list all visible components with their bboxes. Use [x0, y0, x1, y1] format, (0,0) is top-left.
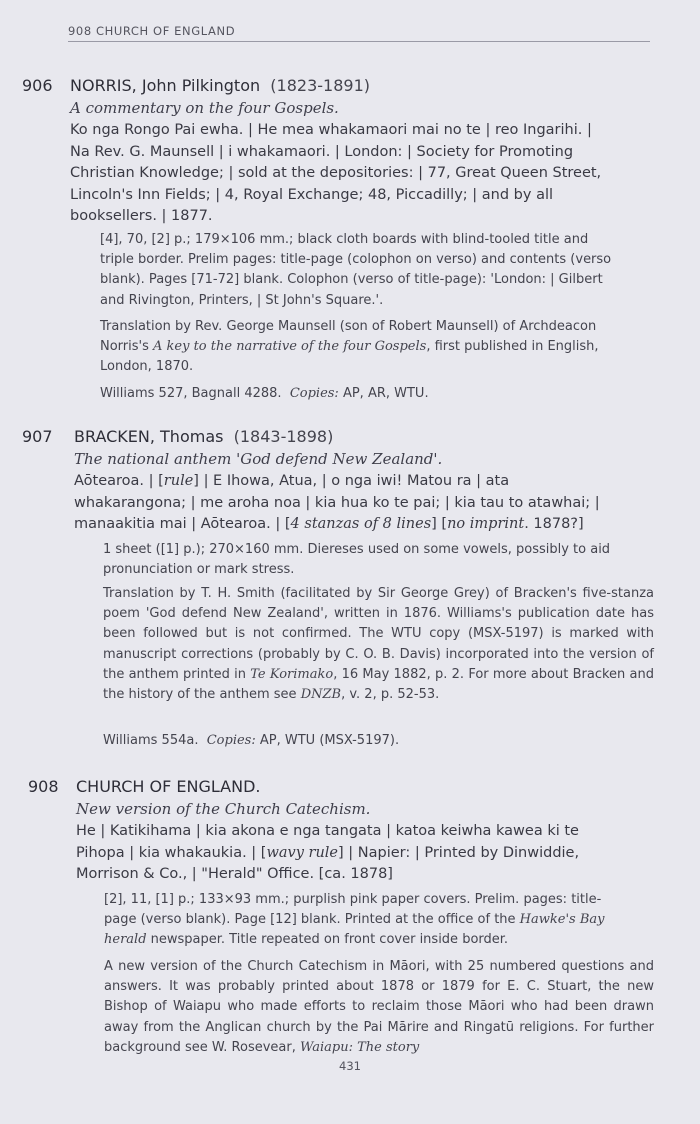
entry-number: 907	[22, 427, 53, 446]
entry-title: A commentary on the four Gospels.	[70, 99, 339, 117]
entry-heading: CHURCH OF ENGLAND.	[76, 777, 261, 796]
references: Williams 527, Bagnall 4288. Copies: AP, AR, WTU.	[100, 386, 429, 401]
author-dates: (1823-1891)	[270, 76, 370, 95]
running-head: 908 CHURCH OF ENGLAND	[68, 24, 650, 42]
author-dates: (1843-1898)	[233, 427, 334, 446]
title-transcription: Ko nga Rongo Pai ewha. | He mea whakamaori mai no te | reo Ingarihi. | Na Rev. G. Maunsell | i whakamaori. | London: | Society for Promoting Christian Knowledge; | sold at the depositories: | 77, Great Queen Street, Lincoln's Inn Fields; | 4, Royal Exchange; 48, Piccadilly; | and by all booksellers. | 1877.	[70, 122, 602, 225]
physical-description: 1 sheet ([1] p.); 270×160 mm. Diereses used on some vowels, possibly to aid pronunciation or mark stress.	[103, 542, 611, 578]
title-transcription: He | Katikihama | kia akona e nga tangata | katoa keiwha kawea ki te Pihopa | kia whakaukia. | [wavy rule] | Napier: | Printed by Dinwiddie, Morrison & Co., | "Herald" Office. [ca. 1878]	[76, 823, 580, 883]
title-transcription: Aōtearoa. | [rule] | E Ihowa, Atua, | o nga iwi! Matou ra | ata whakarangona; | me aroha noa | kia hua ko te pai; | kia tau to atawhai; | manaakitia mai | Aōtearoa. | [4 stanzas of 8 lines] [no imprint. 1878?]	[74, 473, 600, 533]
entry-heading	[74, 427, 333, 446]
author-name: NORRIS, John Pilkington	[70, 76, 261, 95]
entry-note: A new version of the Church Catechism in Māori, with 25 numbered questions and answers. It was probably printed about 1878 or 1879 for E. C. Stuart, the new Bishop of Waiapu who made efforts to reclaim those Māori who had been drawn away from the Anglican church by the Pai Mārire and Ringatū religions. For further background see W. Rosevear, Waiapu: The story	[104, 959, 654, 1055]
entry-title: The national anthem 'God defend New Zealand'.	[74, 450, 443, 468]
entry-heading	[70, 76, 370, 95]
page-number: 431	[339, 1059, 361, 1073]
entry-note: Translation by T. H. Smith (facilitated by Sir George Grey) of Bracken's five-stanza poem 'God defend New Zealand', written in 1876. Williams's publication date has been followed but is not confirmed. The WTU copy (MSX-5197) is marked with manuscript corrections (probably by C. O. B. Davis) incorporated into the version of the anthem printed in Te Korimako, 16 May 1882, p. 2. For more about Bracken and the history of the anthem see DNZB, v. 2, p. 52-53.	[103, 586, 654, 703]
entry-title: New version of the Church Catechism.	[76, 800, 371, 818]
entry-number: 906	[22, 76, 53, 95]
physical-description: [4], 70, [2] p.; 179×106 mm.; black cloth boards with blind-tooled title and triple border. Prelim pages: title-page (colophon on verso) and contents (verso blank). Pages [71-72] blank. Colophon (verso of title-page): 'London: | Gilbert and Rivington, Printers, | St John's Square.'.	[100, 232, 612, 308]
entry-number: 908	[28, 777, 59, 796]
author-name: BRACKEN, Thomas	[74, 427, 224, 446]
entry-note: Translation by Rev. George Maunsell (son of Robert Maunsell) of Archdeacon Norris's A key to the narrative of the four Gospels, first published in English, London, 1870.	[100, 319, 599, 375]
physical-description: [2], 11, [1] p.; 133×93 mm.; purplish pink paper covers. Prelim. pages: title- page (verso blank). Page [12] blank. Printed at the office of the Hawke's Bay herald newspaper. Title repeated on front cover inside border.	[104, 892, 605, 948]
references: Williams 554a. Copies: AP, WTU (MSX-5197).	[103, 733, 400, 748]
